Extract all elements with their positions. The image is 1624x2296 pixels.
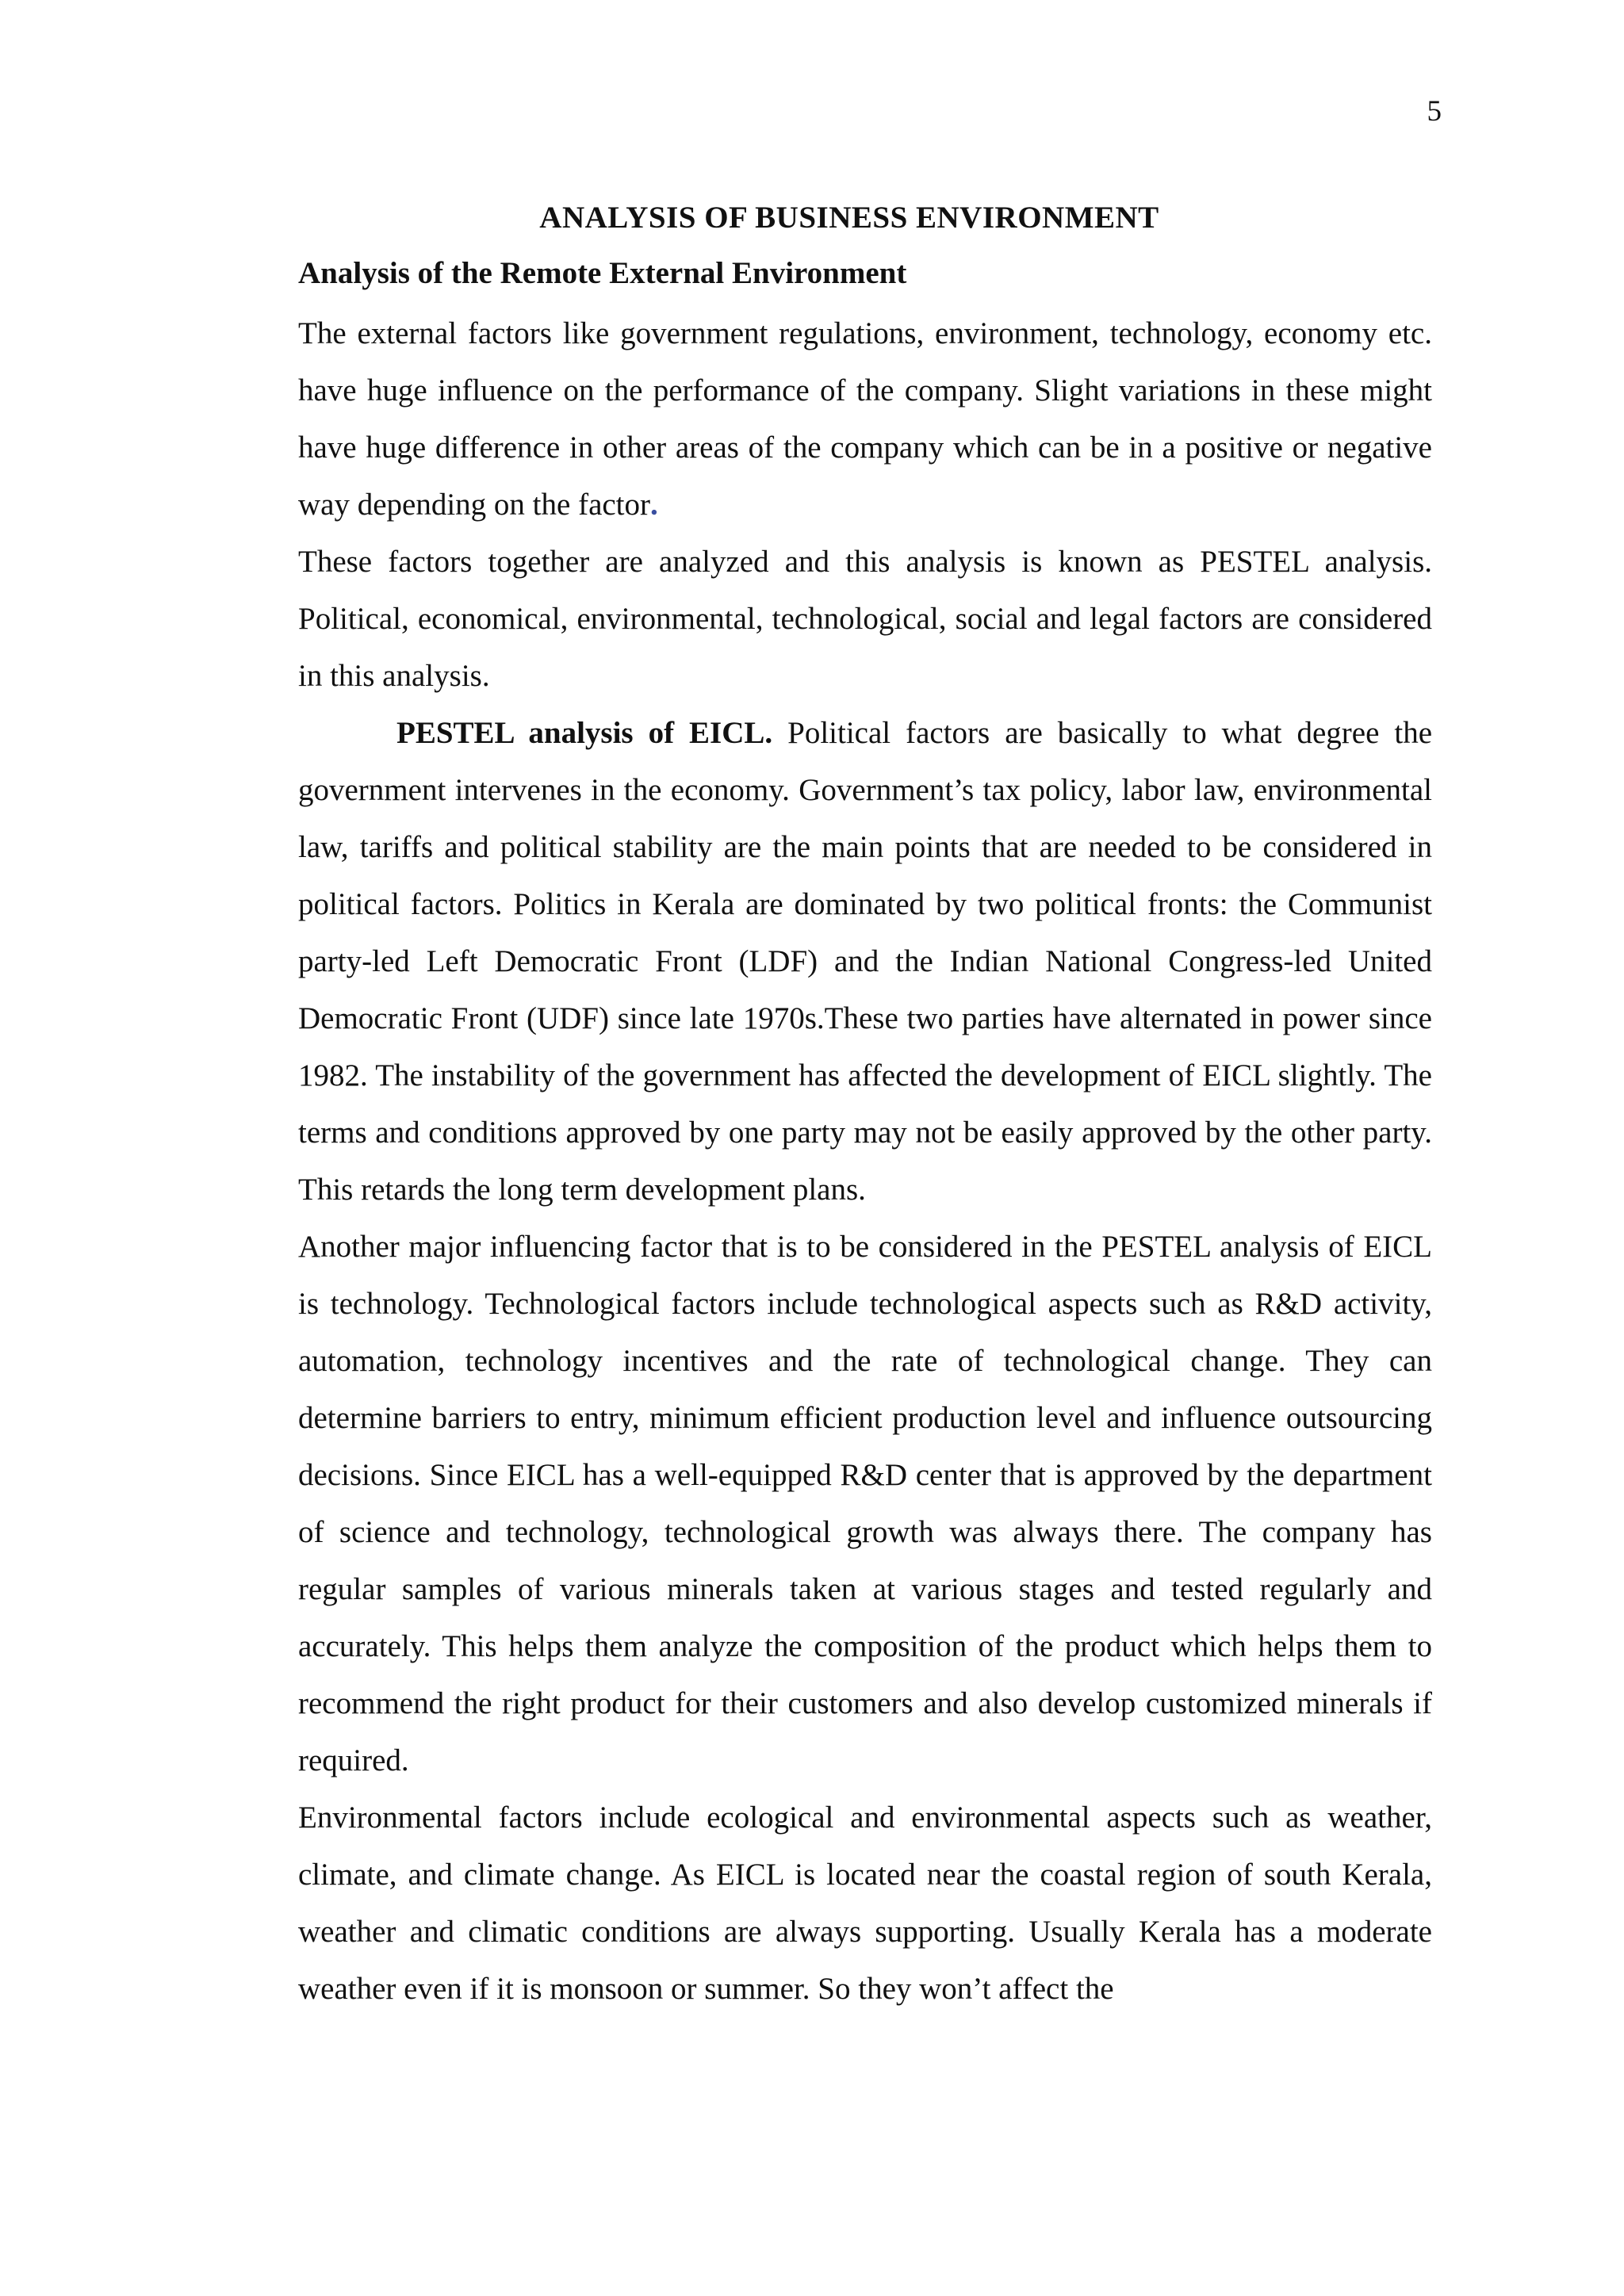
paragraph-political — [298, 705, 1432, 1219]
paragraph-text: Political factors are basically to what degree the government intervenes in the economy. Government’s tax policy, labor law, environmental law, tariffs and political stability are the main points that are needed to be considered in political factors. Politics in Kerala are dominated by two political fronts: the Communist party-led Left Democratic Front (LDF) and the Indian National Congress-led United Democratic Front (UDF) since late 1970s.These two parties have alternated in power since 1982. The instability of the government has affected the development of EICL slightly. The terms and conditions approved by one party may not be easily approved by the other party. This retards the long term development plans. — [298, 716, 1433, 1207]
page-title: ANALYSIS OF BUSINESS ENVIRONMENT — [539, 201, 1159, 235]
section-heading: Analysis of the Remote External Environment — [298, 256, 907, 290]
page-number: 5 — [1427, 95, 1442, 128]
paragraph-text: The external factors like government regulations, environment, technology, economy etc. have huge influence on the performance of the company. Slight variations in these might have huge difference in other areas of the company which can be in a positive or negative way depending on the factor — [298, 316, 1432, 522]
body-text — [298, 305, 1432, 2018]
paragraph-end-mark: . — [650, 488, 658, 522]
paragraph-pestel-intro: These factors together are analyzed and this analysis is known as PESTEL analysis. Political, economical, environmental, technological, social and legal factors are considered in this analysis. — [298, 545, 1432, 693]
paragraph-environmental: Environmental factors include ecological and environmental aspects such as weather, climate, and climate change. As EICL is located near the coastal region of south Kerala, weather and climatic conditions are always supporting. Usually Kerala has a moderate weather even if it is monsoon or summer. So they won’t affect the — [298, 1800, 1432, 2006]
paragraph-technology: Another major influencing factor that is to be considered in the PESTEL analysis of EICL is technology. Technological factors include technological aspects such as R&D activity, automation, technology incentives and the rate of technological change. They can determine barriers to entry, minimum efficient production level and influence outsourcing decisions. Since EICL has a well-equipped R&D center that is approved by the department of science and technology, technological growth was always there. The company has regular samples of various minerals taken at various stages and tested regularly and accurately. This helps them analyze the composition of the product which helps them to recommend the right product for their customers and also develop customized minerals if required. — [298, 1230, 1432, 1777]
paragraph-external-factors — [298, 305, 1432, 534]
pestel-run-in-heading: PESTEL analysis of EICL. — [396, 716, 773, 750]
